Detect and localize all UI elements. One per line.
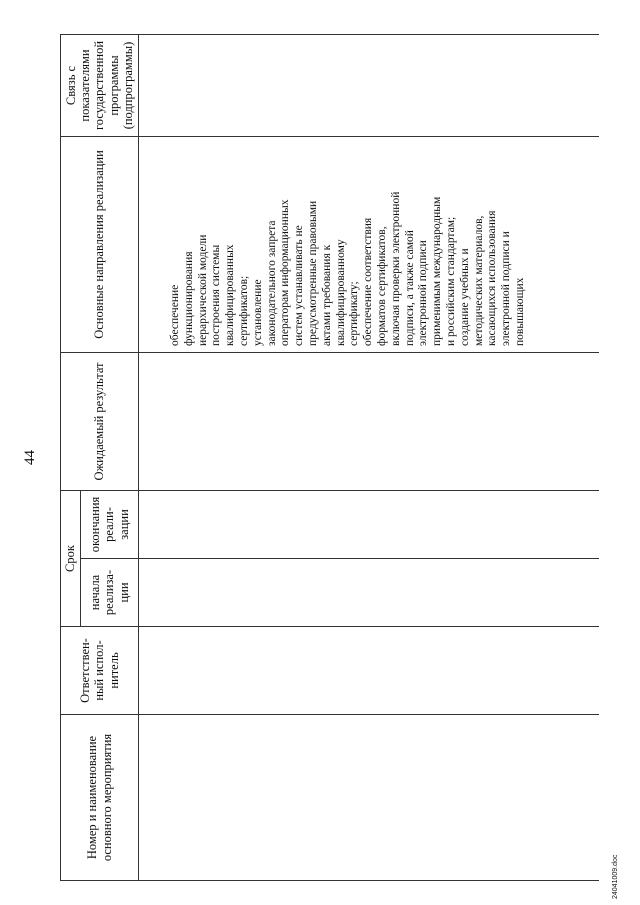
cell-term-start [139,559,599,627]
direction-line: операторам информационных [279,199,292,346]
direction-line: систем устанавливать не [293,225,306,346]
measures-table [60,34,599,881]
direction-line: методических материалов, [472,215,485,346]
direction-line: иерархической модели [196,234,209,346]
direction-line: электронной подписи и [500,231,513,346]
cell-responsible [139,627,599,715]
page-number: 44 [22,450,38,465]
direction-line: электронной подписи [417,240,430,346]
header-responsible: Ответствен-ный испол-нитель [61,627,139,715]
cell-number-and-name [139,715,599,881]
direction-line: создание учебных и [458,248,471,346]
header-term-end: окончания реали-зации [81,490,139,558]
direction-line: и российским стандартам; [444,216,457,346]
direction-line: сертификату; [348,281,361,346]
cell-expected-result [139,352,599,490]
header-link: Связь с показателями государственной программы (подпрограммы) [61,34,139,136]
direction-line: включая проверки электронной [389,191,402,346]
direction-line: форматов сертификатов, [375,226,388,346]
direction-line: обеспечение [169,284,181,346]
file-name: 24041009.doc [612,854,619,899]
header-number-and-name: Номер и наименование основного мероприятия [61,715,139,881]
direction-line: актами требования к [320,244,333,346]
table-row [139,34,599,880]
cell-link [139,34,599,136]
cell-term-end [139,490,599,558]
direction-line: повышающих [513,277,526,346]
header-main-directions: Основные направления реализации [61,136,139,352]
cell-main-directions [139,136,599,352]
direction-line: обеспечение соответствия [362,217,375,346]
direction-line: касающихся использования [486,210,499,346]
direction-line: подписи, а также самой [403,230,416,346]
header-expected-result: Ожидаемый результат [61,352,139,490]
direction-line: применимым международным [431,196,444,346]
direction-line: квалифицированных [224,244,237,346]
direction-line: законодательного запрета [265,220,278,346]
header-term-start: начала реализа-ции [81,559,139,627]
direction-line: функционирования [182,251,195,346]
direction-line: предусмотренные правовыми [306,200,319,346]
direction-line: квалифицированному [334,239,347,346]
direction-line: сертификатов; [237,275,250,346]
main-directions-text [139,137,528,352]
direction-line: построения системы [210,244,223,346]
direction-line: установление [251,279,264,346]
header-term: Срок [61,490,81,626]
